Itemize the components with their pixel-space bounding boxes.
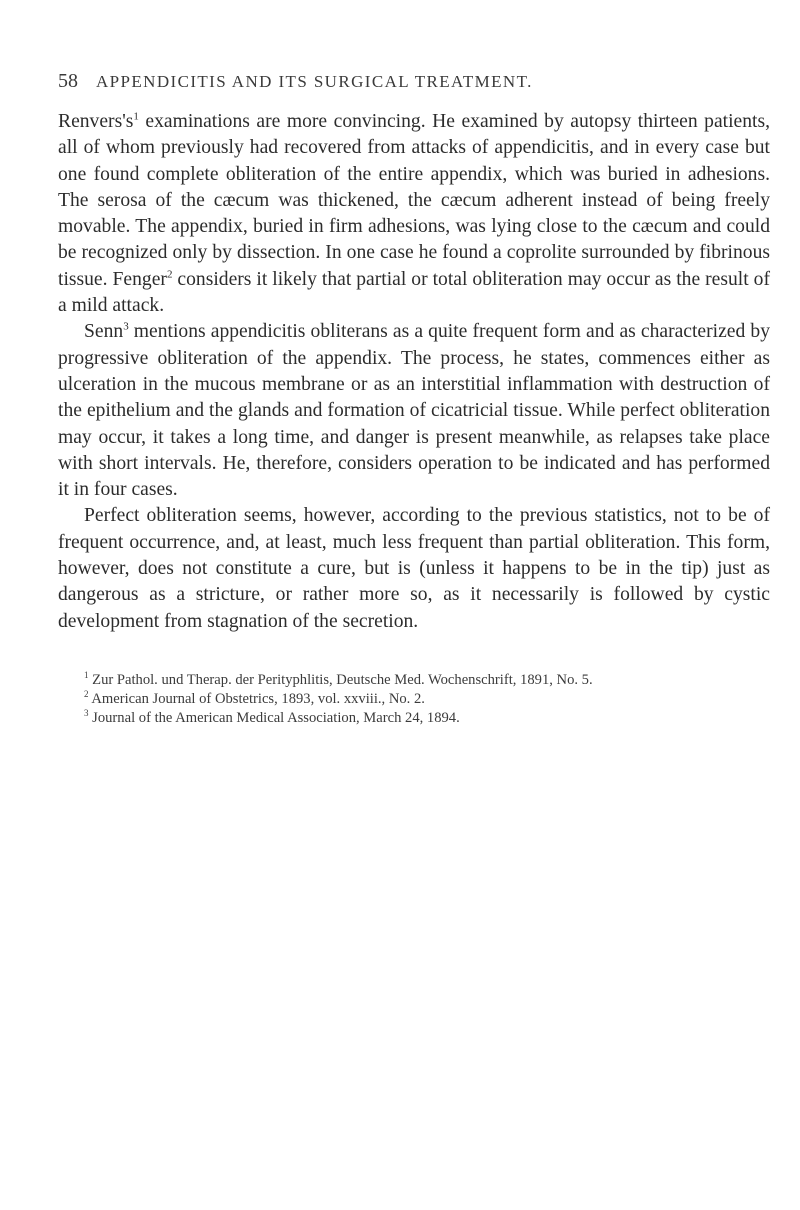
footnote (58, 690, 770, 709)
text-run: considers it likely that partial or total obliteration may occur as the result of a mild attack. (58, 268, 770, 317)
text-run: examinations are more convincing. He examined by autopsy thirteen patients, all of whom previously had recovered from attacks of appendicitis, and in every case but one found complete obliteration of the entire appendix, which was buried in adhesions. The serosa of the cæcum was thickened, the cæcum adherent instead of being freely movable. The appendix, buried in firm adhesions, was lying close to the cæcum and could be recognized only by dissection. In one case he found a coprolite surrounded by fibrinous tissue. Fenger (58, 111, 770, 290)
footnote-marker: 3 (84, 708, 89, 719)
footnote-ref: 3 (123, 320, 129, 333)
footnote-marker: 1 (84, 670, 89, 681)
paragraph (58, 503, 770, 634)
text-run: Senn (84, 321, 124, 343)
footnote-text: Journal of the American Medical Association, March 24, 1894. (92, 709, 460, 726)
text-run: Renvers's (58, 111, 134, 132)
footnote-text: American Journal of Obstetrics, 1893, vol. xxviii., No. 2. (91, 690, 425, 707)
body-text (58, 109, 770, 635)
footnote (58, 709, 770, 728)
footnote-text: Zur Pathol. und Therap. der Perityphlitis, Deutsche Med. Wochenschrift, 1891, No. 5. (92, 671, 593, 688)
footnote-marker: 2 (84, 689, 89, 700)
footnotes (58, 671, 770, 728)
book-page (58, 70, 770, 728)
text-run: Perfect obliteration seems, however, according to the previous statistics, not to be of frequent occurrence, and, at least, much less frequent than partial obliteration. This form, however, does not constitute a cure, but is (unless it happens to be in the tip) just as dangerous as a stricture, or rather more so, as it necessarily is followed by cystic development from stagnation of the secretion. (58, 505, 770, 632)
footnote-ref: 1 (133, 110, 139, 123)
footnote (58, 671, 770, 690)
text-run: mentions appendicitis obliterans as a quite frequent form and as characterized by progressive obliteration of the appendix. The process, he states, commences either as ulceration in the mucous membrane or as an interstitial inflammation with destruction of the epithelium and the glands and formation of cicatricial tissue. While perfect obliteration may occur, it takes a long time, and danger is present meanwhile, as relapses take place with short intervals. He, therefore, considers operation to be indicated and has performed it in four cases. (58, 321, 770, 501)
page-number: 58 (58, 70, 78, 92)
running-head (58, 70, 770, 93)
paragraph (58, 109, 770, 319)
running-title: APPENDICITIS AND ITS SURGICAL TREATMENT. (96, 72, 533, 91)
paragraph (58, 319, 770, 503)
footnote-ref: 2 (166, 268, 173, 281)
